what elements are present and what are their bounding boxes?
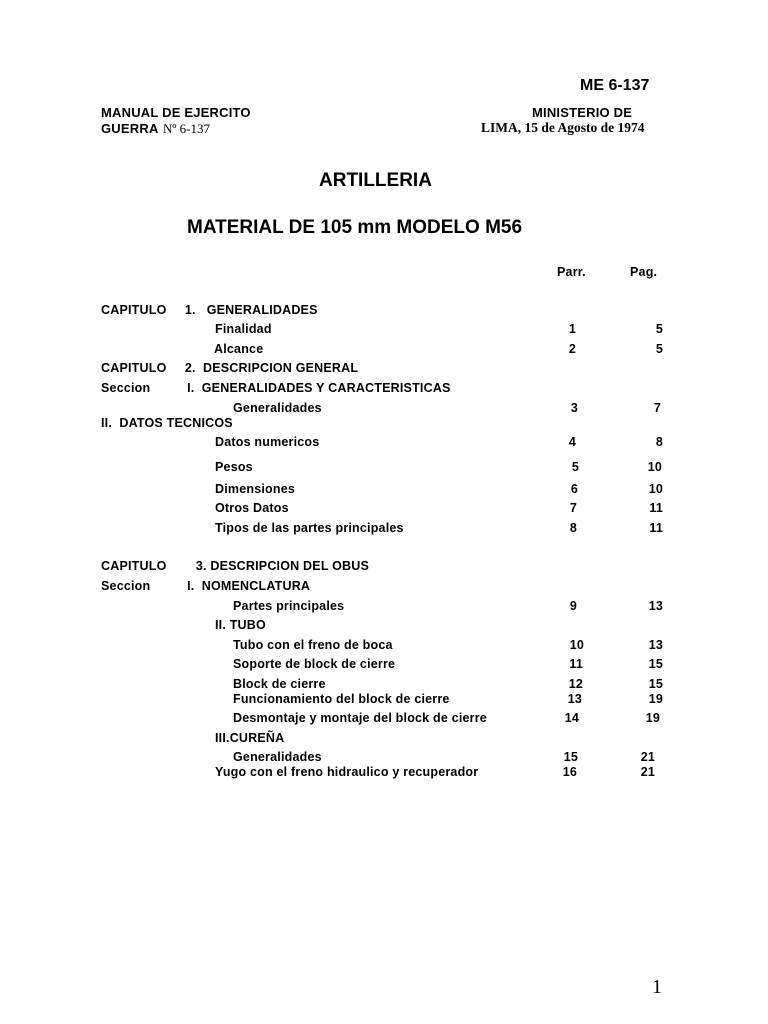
- toc-entry-page: 10: [648, 482, 663, 496]
- toc-entry-label: CAPITULO 1. GENERALIDADES: [101, 303, 318, 317]
- toc-entry-label: II. DATOS TECNICOS: [101, 416, 233, 430]
- header-left-line1: MANUAL DE EJERCITO: [101, 105, 251, 120]
- toc-entry-parr: 16: [562, 765, 577, 779]
- toc-entry-parr: 10: [569, 638, 584, 652]
- toc-entry-label: III.CUREÑA: [215, 731, 285, 745]
- column-header-pag: Pag.: [630, 265, 658, 279]
- toc-entry-page: 13: [648, 638, 663, 652]
- toc-entry-page: 21: [640, 750, 655, 764]
- header-guerra: GUERRA: [101, 121, 159, 136]
- toc-entry-label: Otros Datos: [215, 501, 289, 515]
- header-manual-number: Nº 6-137: [163, 121, 210, 136]
- toc-entry-label: Tubo con el freno de boca: [233, 638, 393, 652]
- toc-entry-label: Tipos de las partes principales: [215, 521, 404, 535]
- toc-entry-parr: 4: [568, 435, 576, 449]
- page-number: 1: [652, 976, 662, 998]
- toc-entry-label: Block de cierre: [233, 677, 326, 691]
- toc-entry-page: 5: [655, 342, 663, 356]
- toc-entry-parr: 9: [569, 599, 577, 613]
- toc-entry-page: 19: [648, 692, 663, 706]
- toc-entry-parr: 2: [568, 342, 576, 356]
- header-date: LIMA, 15 de Agosto de 1974: [481, 120, 645, 135]
- toc-entry-page: 13: [648, 599, 663, 613]
- toc-entry-label: Alcance: [214, 342, 264, 356]
- toc-entry-parr: 1: [568, 322, 576, 336]
- toc-entry-parr: 5: [571, 460, 579, 474]
- toc-entry-parr: 3: [570, 401, 578, 415]
- toc-entry-label: CAPITULO 2. DESCRIPCION GENERAL: [101, 361, 359, 375]
- header-left-line2: [101, 120, 210, 138]
- toc-entry-parr: 14: [564, 711, 579, 725]
- document-title: ARTILLERIA: [319, 170, 432, 191]
- toc-entry-page: 5: [655, 322, 663, 336]
- toc-entry-label: Soporte de block de cierre: [233, 657, 396, 671]
- toc-entry-parr: 15: [563, 750, 578, 764]
- toc-entry-parr: 13: [567, 692, 582, 706]
- toc-entry-label: Generalidades: [233, 750, 322, 764]
- toc-entry-label: Desmontaje y montaje del block de cierre: [233, 711, 487, 725]
- toc-entry-label: II. TUBO: [215, 618, 266, 632]
- toc-entry-label: Partes principales: [233, 599, 345, 613]
- toc-entry-page: 21: [640, 765, 655, 779]
- toc-entry-label: Funcionamiento del block de cierre: [233, 692, 450, 706]
- toc-entry-page: 11: [649, 521, 663, 535]
- toc-entry-page: 19: [645, 711, 660, 725]
- document-code: ME 6-137: [580, 77, 650, 94]
- toc-entry-page: 8: [655, 435, 663, 449]
- toc-entry-label: Seccion I. GENERALIDADES Y CARACTERISTICAS: [101, 381, 451, 395]
- toc-entry-label: Yugo con el freno hidraulico y recuperador: [215, 765, 479, 779]
- toc-entry-label: Generalidades: [233, 401, 322, 415]
- toc-entry-parr: 6: [570, 482, 578, 496]
- toc-entry-page: 15: [648, 677, 663, 691]
- header-right-line1: MINISTERIO DE: [532, 105, 633, 120]
- toc-entry-page: 15: [648, 657, 663, 671]
- toc-entry-parr: 11: [569, 657, 583, 671]
- toc-entry-parr: 7: [569, 501, 577, 515]
- toc-entry-label: Pesos: [215, 460, 253, 474]
- toc-entry-label: Dimensiones: [215, 482, 296, 496]
- toc-entry-label: Finalidad: [215, 322, 272, 336]
- toc-entry-parr: 12: [568, 677, 583, 691]
- toc-entry-page: 7: [653, 401, 661, 415]
- toc-entry-label: CAPITULO 3. DESCRIPCION DEL OBUS: [101, 559, 370, 573]
- toc-entry-page: 11: [649, 501, 663, 515]
- toc-entry-parr: 8: [569, 521, 577, 535]
- document-subtitle: MATERIAL DE 105 mm MODELO M56: [187, 217, 523, 238]
- toc-entry-page: 10: [647, 460, 662, 474]
- column-header-parr: Parr.: [557, 265, 586, 279]
- toc-entry-label: Datos numericos: [215, 435, 320, 449]
- toc-entry-label: Seccion I. NOMENCLATURA: [101, 579, 311, 593]
